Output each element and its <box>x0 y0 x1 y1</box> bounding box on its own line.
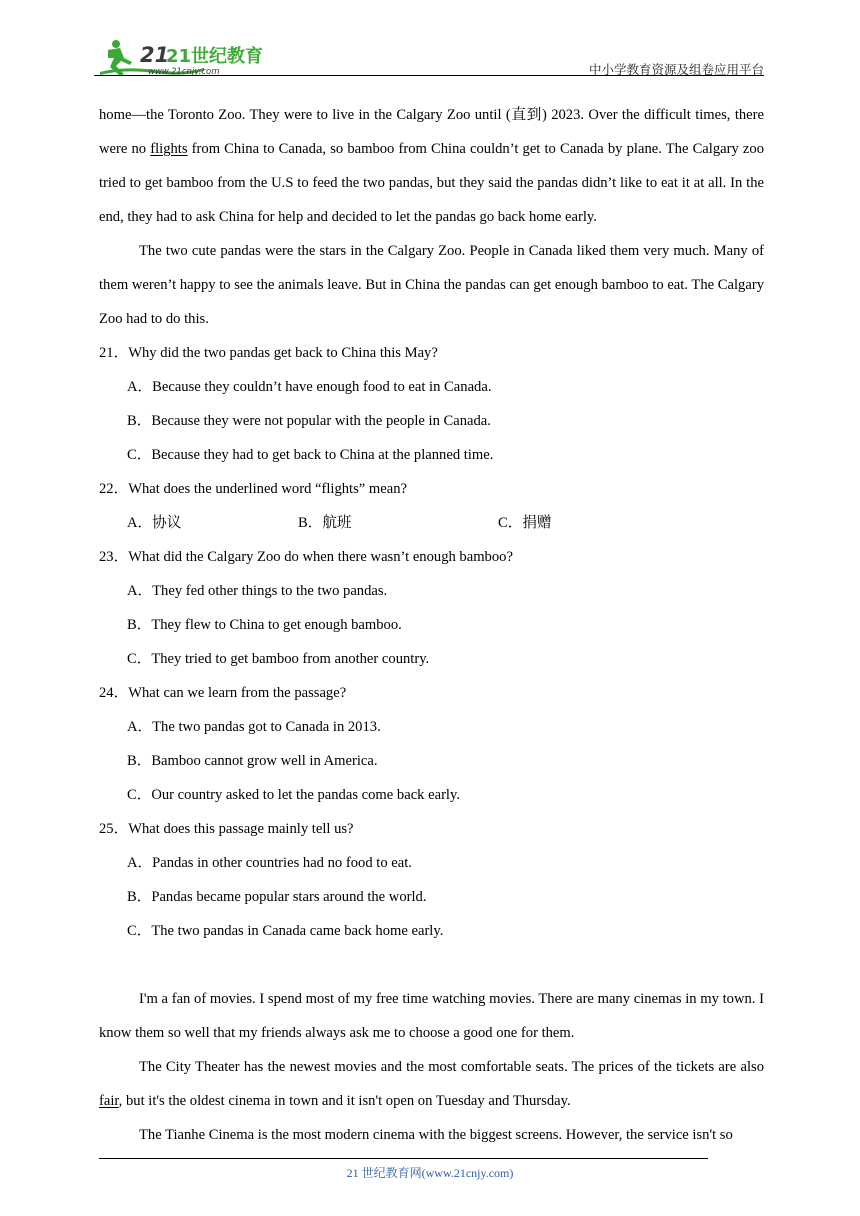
question-option: B．Because they were not popular with the people in Canada. <box>127 413 491 429</box>
logo-21cnjy <box>94 36 264 78</box>
passage1-paragraph: home—the Toronto Zoo. They were to live in the Calgary Zoo until (直到) 2023. Over the difficult times, there were no flights from China to Canada, so bamboo from China couldn’t get to Canada by plane. The Calgary zoo tried to get bamboo from the U.S to feed the two pandas, but they said the pandas didn’t like to eat it at all. In the end, they had to ask China for help and decided to let the pandas go back home early. <box>99 107 764 225</box>
question-stem: 25．What does this passage mainly tell us? <box>99 821 354 837</box>
question-stem: 21．Why did the two pandas get back to China this May? <box>99 345 438 361</box>
header-divider <box>94 75 764 76</box>
page-header <box>94 36 764 78</box>
question-option: B．Bamboo cannot grow well in America. <box>127 753 378 769</box>
question-option: C．The two pandas in Canada came back home early. <box>127 923 444 939</box>
question-option: A．They fed other things to the two pandas. <box>127 583 388 599</box>
footer-divider <box>99 1158 708 1159</box>
question-option: A．协议 <box>127 515 182 531</box>
svg-text:21世纪教育: 21世纪教育 <box>166 46 264 67</box>
question-option: B．They flew to China to get enough bamboo. <box>127 617 402 633</box>
question-option: C．捐赠 <box>498 515 552 531</box>
question-options-row <box>99 506 764 540</box>
question-option: C．Our country asked to let the pandas come back early. <box>127 787 460 803</box>
question-option: A．Because they couldn’t have enough food to eat in Canada. <box>127 379 492 395</box>
question-option: C．They tried to get bamboo from another country. <box>127 651 430 667</box>
document-body <box>99 98 764 1152</box>
question-option: C．Because they had to get back to China at the planned time. <box>127 447 494 463</box>
question-stem: 22．What does the underlined word “flights” mean? <box>99 481 407 497</box>
svg-text:www.21cnjy.com: www.21cnjy.com <box>148 67 220 77</box>
section-gap <box>99 948 764 982</box>
question-option: A．Pandas in other countries had no food to eat. <box>127 855 412 871</box>
svg-text:21: 21 <box>140 43 170 67</box>
question-option: B．航班 <box>298 515 352 531</box>
underlined-word-flights: flights <box>150 141 188 157</box>
question-option: A．The two pandas got to Canada in 2013. <box>127 719 381 735</box>
question-stem: 23．What did the Calgary Zoo do when there wasn’t enough bamboo? <box>99 549 513 565</box>
question-option: B．Pandas became popular stars around the world. <box>127 889 427 905</box>
header-platform-text: 中小学教育资源及组卷应用平台 <box>588 62 764 77</box>
question-stem: 24．What can we learn from the passage? <box>99 685 347 701</box>
passage2-paragraph-1: I'm a fan of movies. I spend most of my free time watching movies. There are many cinemas in my town. I know them so well that my friends always ask me to choose a good one for them. <box>99 991 764 1041</box>
passage2-paragraph-2: The City Theater has the newest movies and the most comfortable seats. The prices of the tickets are also fair, but it's the oldest cinema in town and it isn't open on Tuesday and Thursday. <box>99 1059 764 1109</box>
passage2-paragraph-3: The Tianhe Cinema is the most modern cinema with the biggest screens. However, the service isn't so <box>139 1127 733 1143</box>
underlined-word-fair: fair <box>99 1093 119 1109</box>
passage1-paragraph-2: The two cute pandas were the stars in the Calgary Zoo. People in Canada liked them very much. Many of them weren’t happy to see the animals leave. But in China the pandas can get enough bamboo to eat. The Calgary Zoo had to do this. <box>99 243 764 327</box>
footer-source-text: 21 世纪教育网(www.21cnjy.com) <box>346 1166 514 1180</box>
